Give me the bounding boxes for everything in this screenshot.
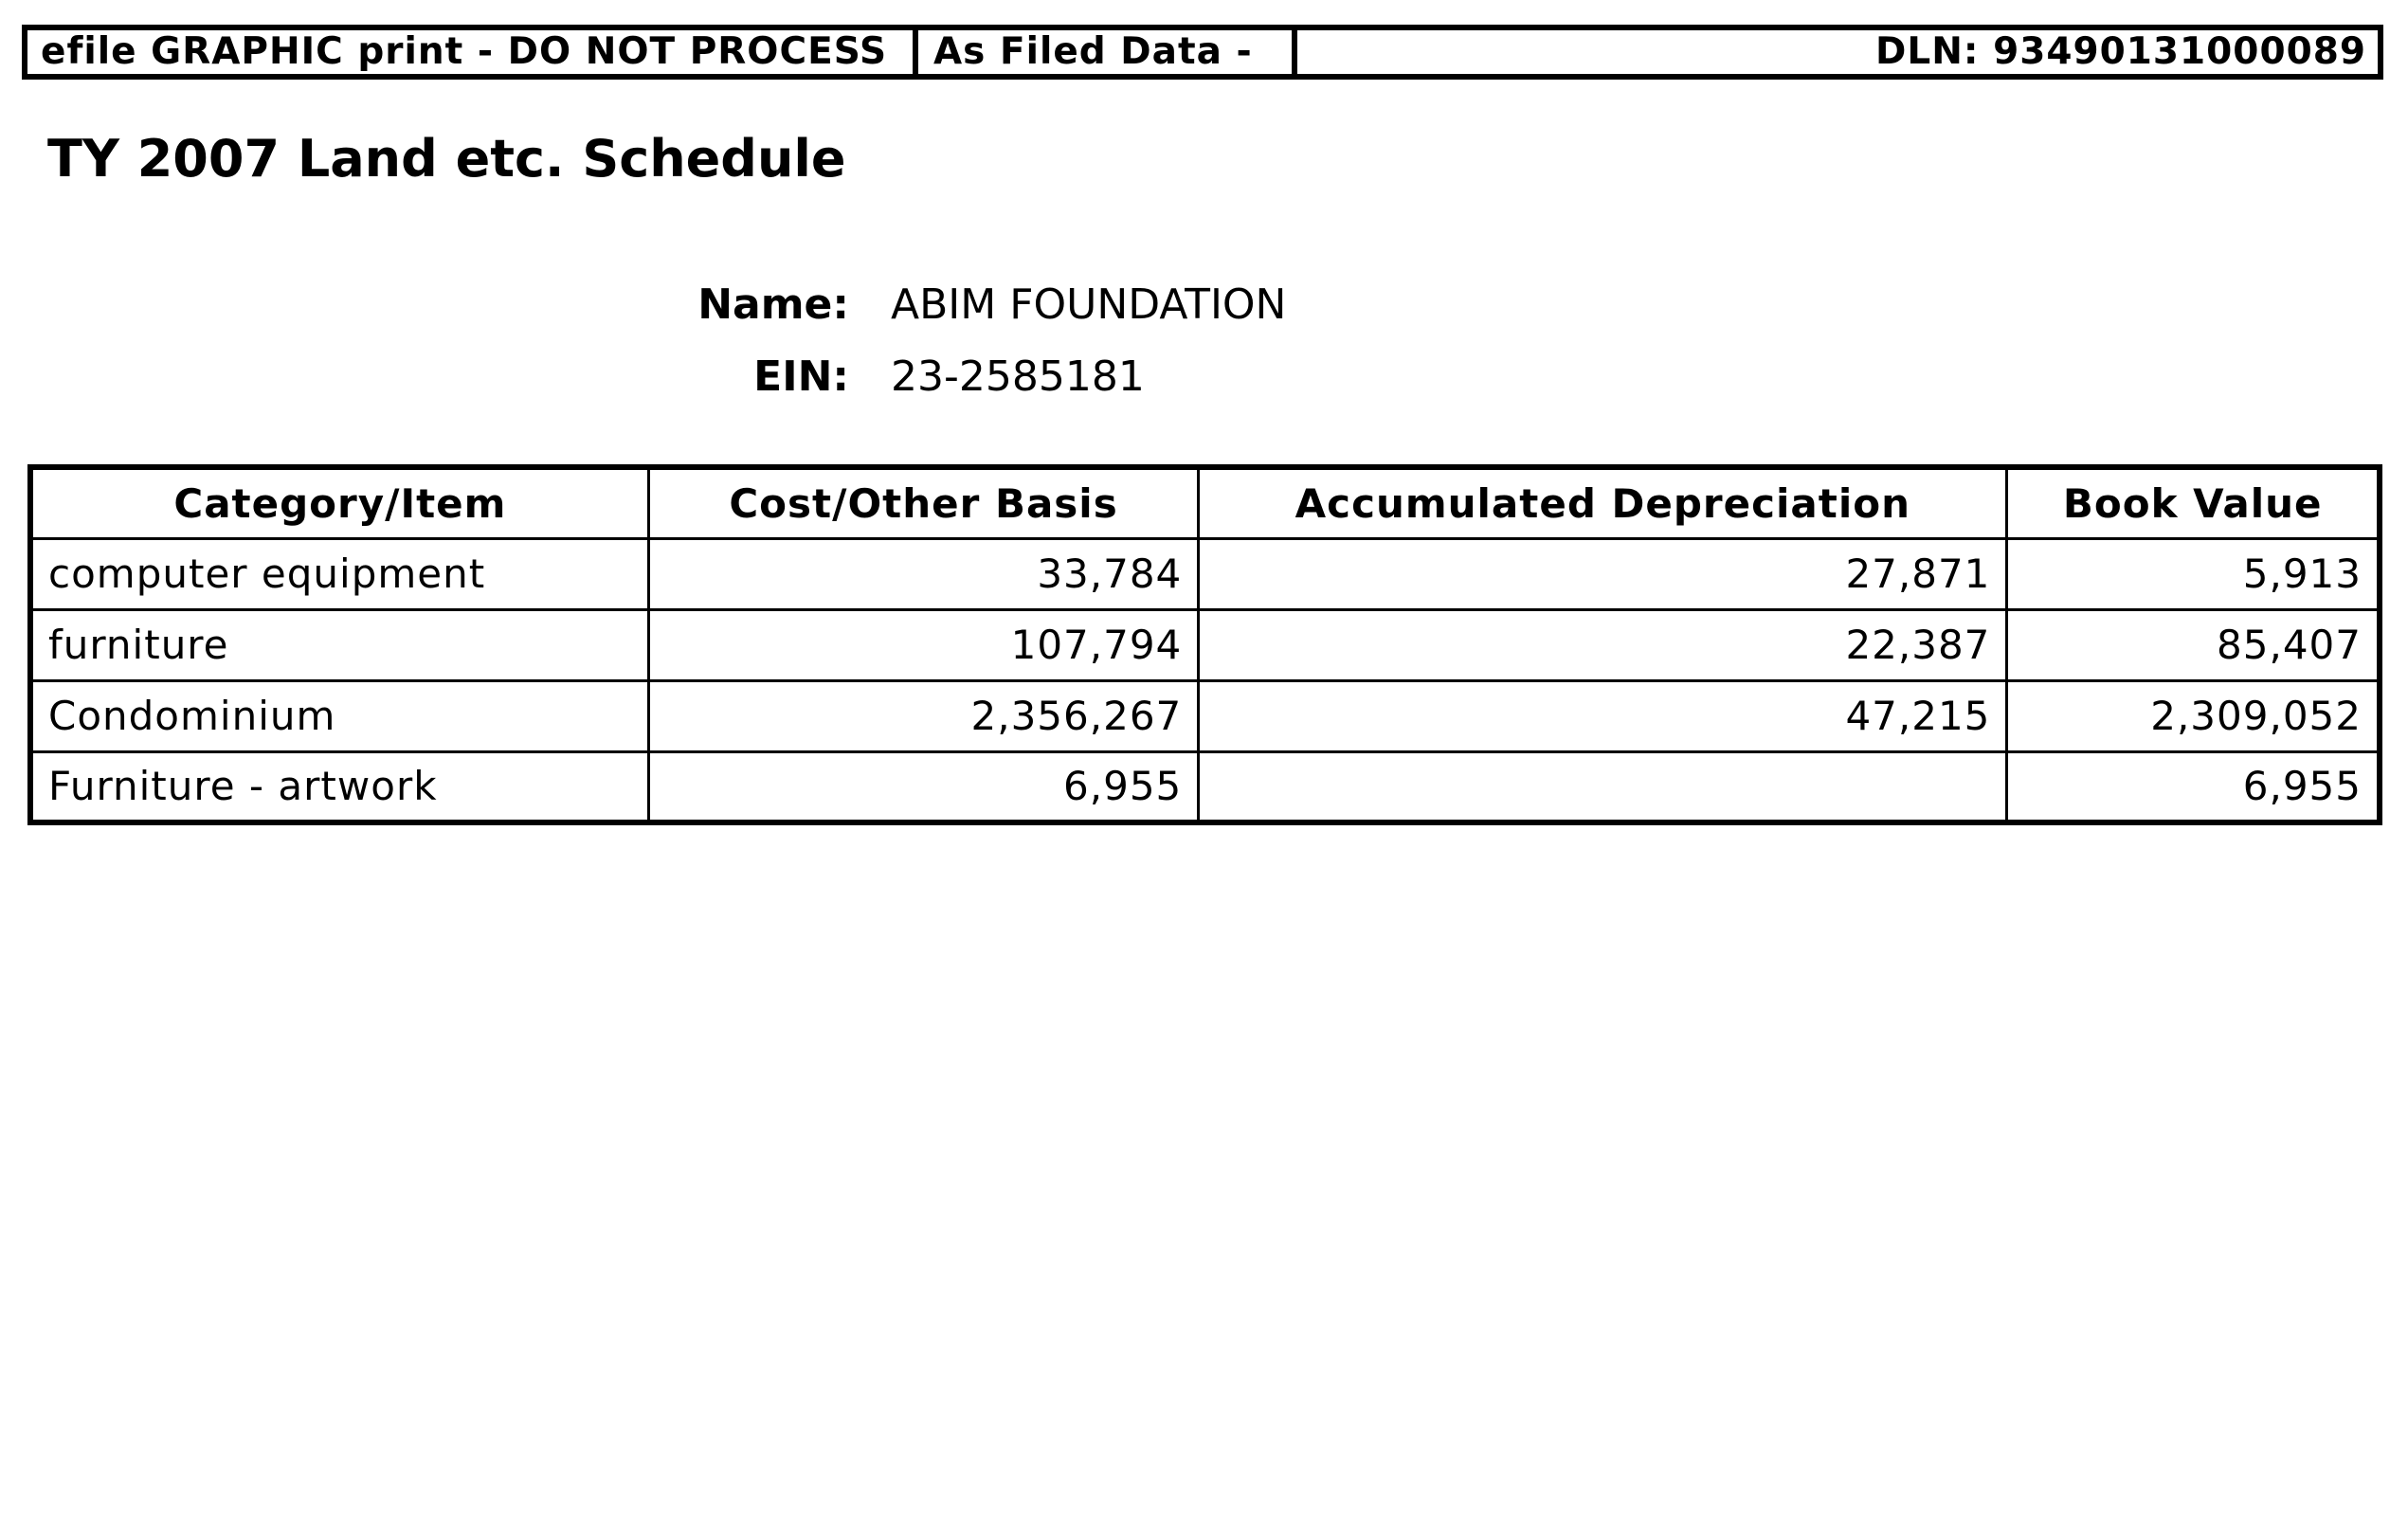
header-bar [22,25,2383,80]
book-value-cell: 6,955 [2007,751,2380,822]
name-label: Name: [697,280,849,329]
book-value-cell: 85,407 [2007,609,2380,680]
depreciation-cell: 47,215 [1199,680,2007,751]
category-cell: Furniture - artwork [30,751,648,822]
table-row [30,538,2380,609]
depreciation-cell: 22,387 [1199,609,2007,680]
category-cell: Condominium [30,680,648,751]
cost-cell: 6,955 [648,751,1199,822]
column-header: Category/Item [30,467,648,538]
name-value: ABIM FOUNDATION [891,280,1287,329]
table-row [30,609,2380,680]
ein-label: EIN: [753,352,849,401]
header-watermark-text: efile GRAPHIC print - DO NOT PROCESS [27,30,918,74]
category-cell: computer equipment [30,538,648,609]
column-header: Book Value [2007,467,2380,538]
depreciation-cell [1199,751,2007,822]
table-row [30,751,2380,822]
land-schedule-table [27,464,2382,825]
header-dln-text: DLN: 93490131000089 [1875,30,2366,73]
table-header-row [30,467,2380,538]
table-row [30,680,2380,751]
cost-cell: 107,794 [648,609,1199,680]
category-cell: furniture [30,609,648,680]
column-header: Cost/Other Basis [648,467,1199,538]
header-filed-data-text: As Filed Data - [918,30,1297,74]
cost-cell: 2,356,267 [648,680,1199,751]
column-header: Accumulated Depreciation [1199,467,2007,538]
depreciation-cell: 27,871 [1199,538,2007,609]
book-value-cell: 5,913 [2007,538,2380,609]
ein-value: 23-2585181 [891,352,1145,401]
book-value-cell: 2,309,052 [2007,680,2380,751]
cost-cell: 33,784 [648,538,1199,609]
page-title: TY 2007 Land etc. Schedule [47,129,846,189]
